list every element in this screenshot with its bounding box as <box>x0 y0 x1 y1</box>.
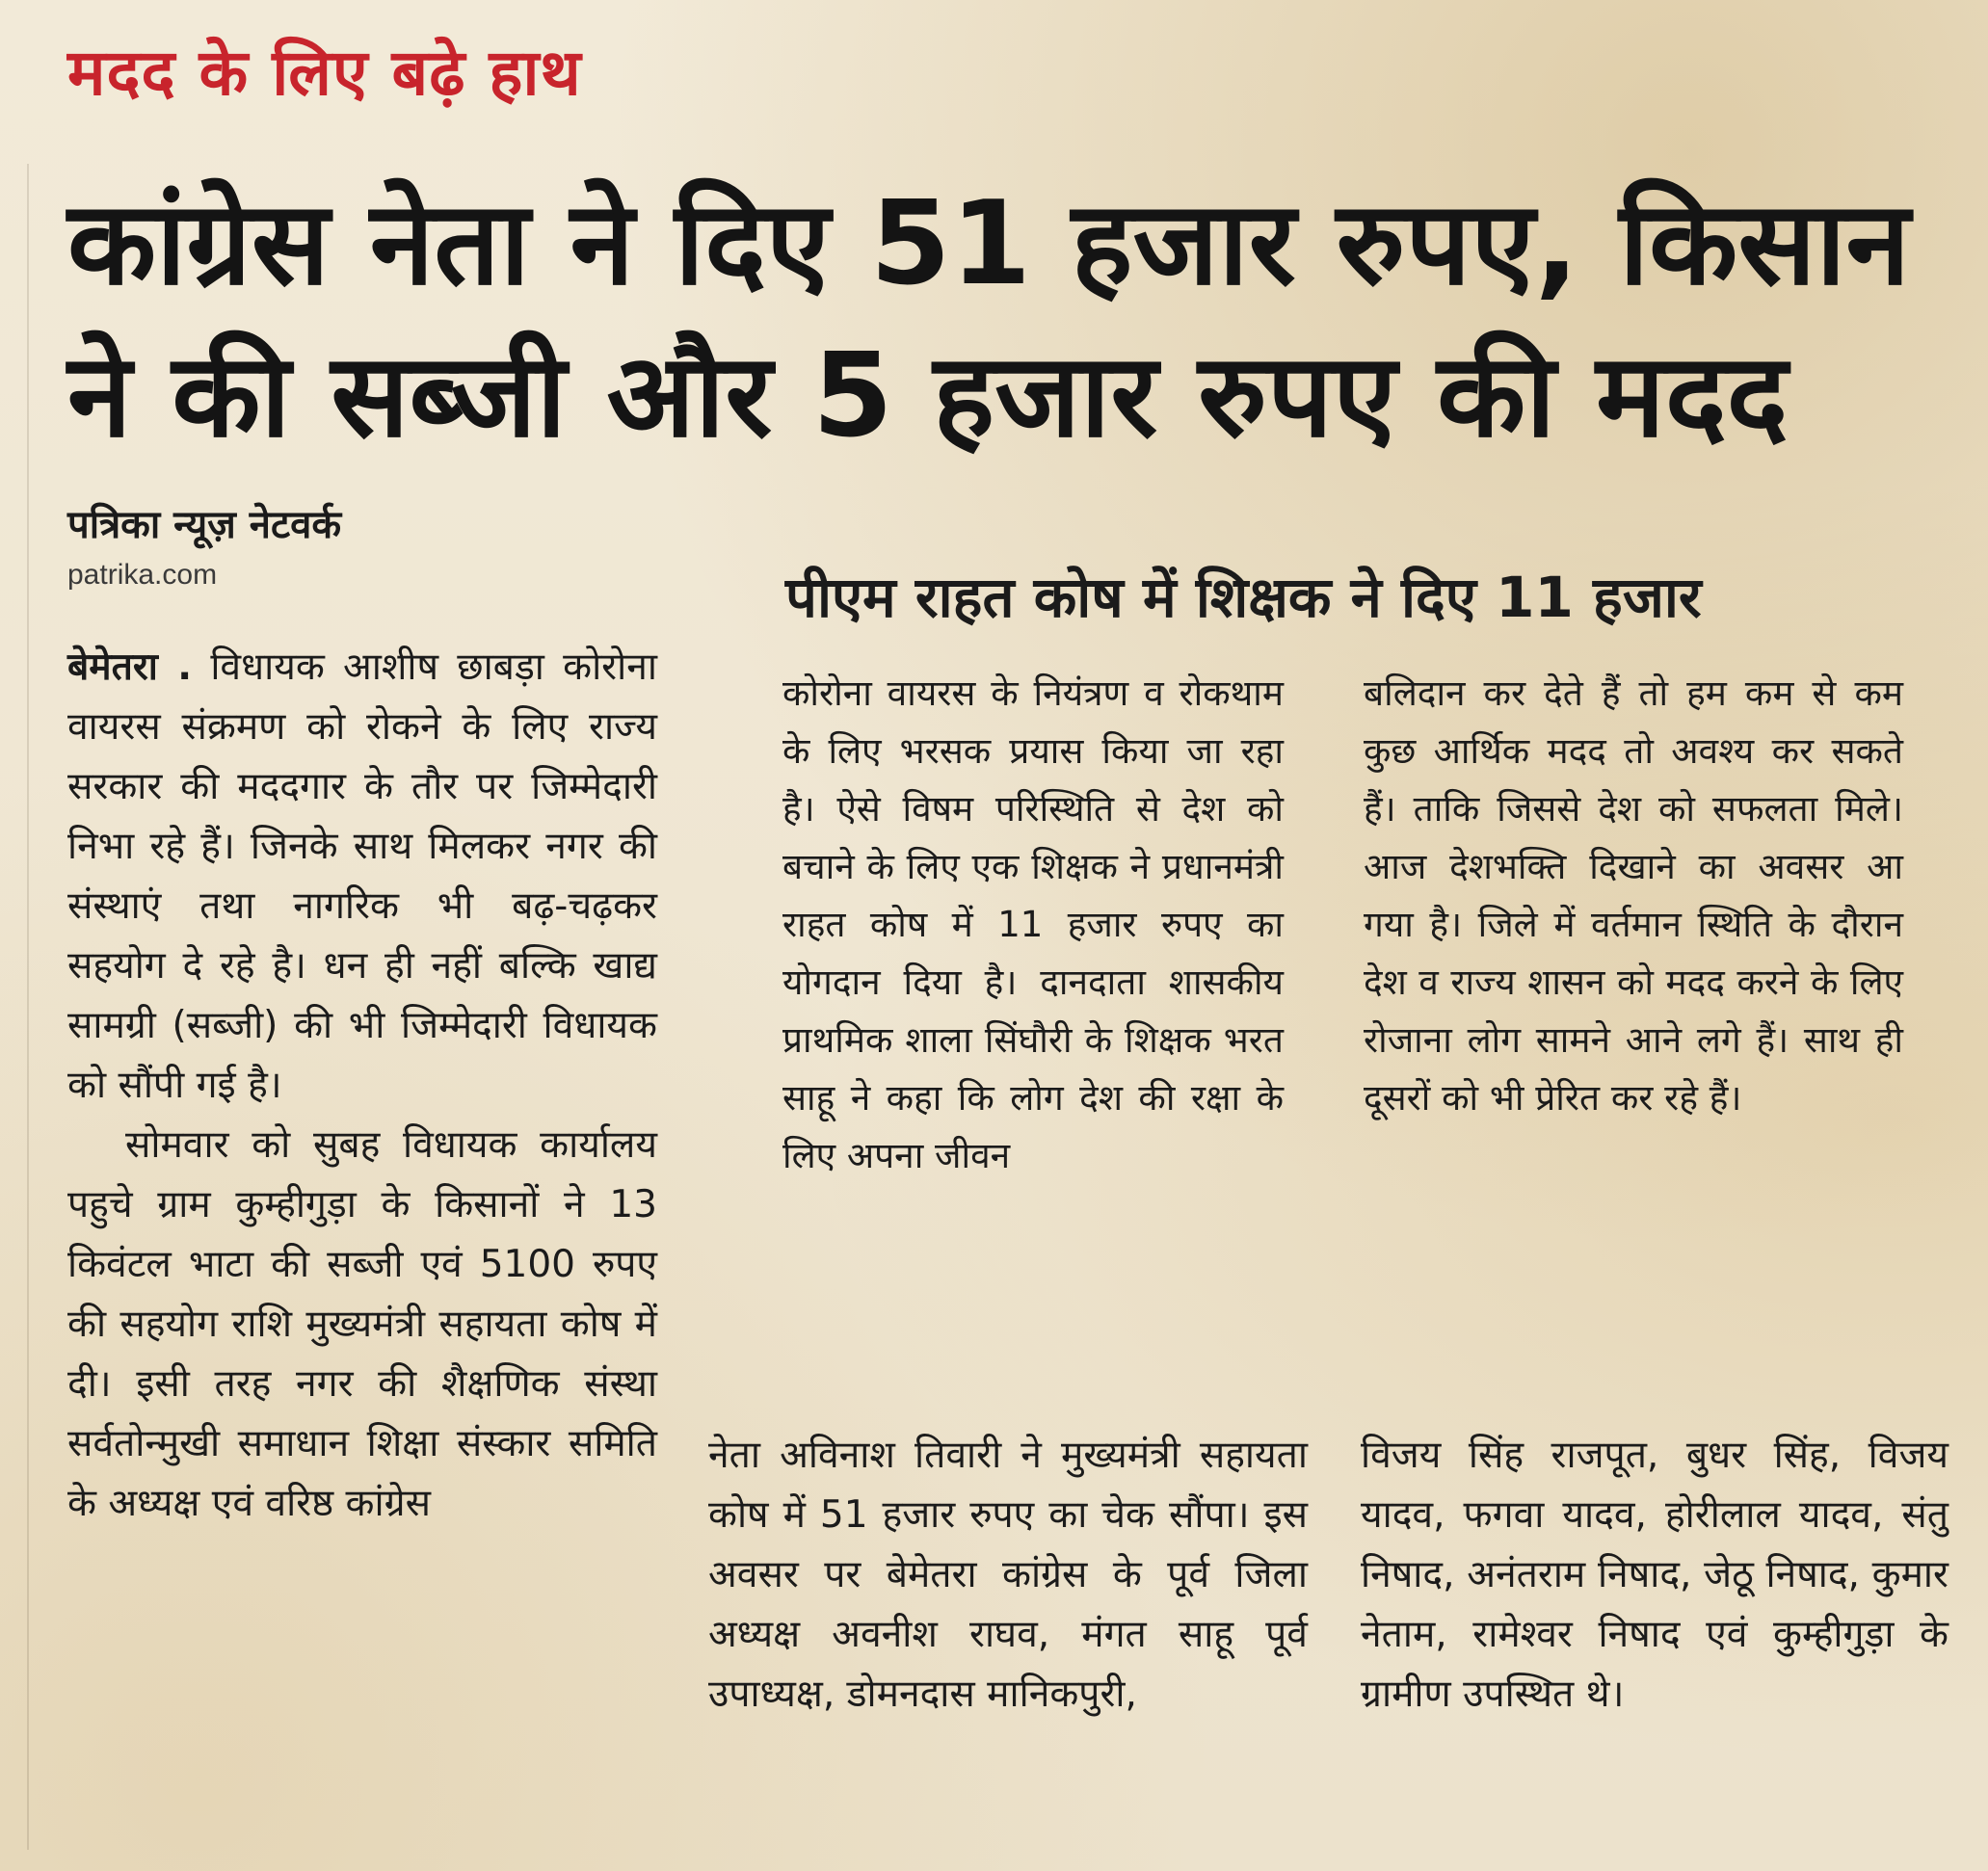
dateline: बेमेतरा . <box>67 646 193 689</box>
article-column-1 <box>67 638 657 1534</box>
headline-line-2: ने की सब्जी और 5 हजार रुपए की मदद <box>67 329 1789 463</box>
box-column-1-text: कोरोना वायरस के नियंत्रण व रोकथाम के लिए भरसक प्रयास किया जा रहा है। ऐसे विषम परिस्थिति से देश को बचाने के लिए एक शिक्षक ने प्रधानमंत्री राहत कोष में 11 हजार रुपए का योगदान दिया है। दानदाता शासकीय प्राथमिक शाला सिंघौरी के शिक्षक भरत साहू ने कहा कि लोग देश की रक्षा के लिए अपना जीवन <box>782 672 1284 1176</box>
box-heading: पीएम राहत कोष में शिक्षक ने दिए 11 हजार <box>785 565 1702 630</box>
article-column-3 <box>1361 1426 1948 1725</box>
byline: पत्रिका न्यूज़ नेटवर्क <box>67 503 342 547</box>
article-column-2 <box>708 1426 1308 1725</box>
headline <box>67 169 1956 473</box>
article-paragraph-1 <box>67 638 657 1116</box>
column-rule <box>27 164 29 1850</box>
box-column-2-text: बलिदान कर देते हैं तो हम कम से कम कुछ आर्थिक मदद तो अवश्य कर सकते हैं। ताकि जिससे देश को सफलता मिले। आज देशभक्ति दिखाने का अवसर आ गया है। जिले में वर्तमान स्थिति के दौरान देश व राज्य शासन को मदद करने के लिए रोजाना लोग सामने आने लगे हैं। साथ ही दूसरों को भी प्रेरित कर रहे हैं। <box>1364 672 1903 1119</box>
headline-line-1: कांग्रेस नेता ने दिए 51 हजार रुपए, किसान <box>67 177 1911 311</box>
article-column-3-text: विजय सिंह राजपूत, बुधर सिंह, विजय यादव, फगवा यादव, होरीलाल यादव, संतु निषाद, अनंतराम निषाद, जेठू निषाद, कुमार नेताम, रामेश्वर निषाद एवं कुम्हीगुड़ा के ग्रामीण उपस्थित थे। <box>1361 1434 1948 1716</box>
article-column-2-text: नेता अविनाश तिवारी ने मुख्यमंत्री सहायता कोष में 51 हजार रुपए का चेक सौंपा। इस अवसर पर बेमेतरा कांग्रेस के पूर्व जिला अध्यक्ष अवनीश राघव, मंगत साहू पूर्व उपाध्यक्ष, डोमनदास मानिकपुरी, <box>708 1434 1308 1716</box>
article-paragraph-2: सोमवार को सुबह विधायक कार्यालय पहुचे ग्राम कुम्हीगुड़ा के किसानों ने 13 किवंटल भाटा की सब्जी एवं 5100 रुपए की सहयोग राशि मुख्यमंत्री सहायता कोष में दी। इसी तरह नगर की शैक्षणिक संस्था सर्वतोन्मुखी समाधान शिक्षा संस्कार समिति के अध्यक्ष एवं वरिष्ठ कांग्रेस <box>67 1123 657 1525</box>
site-url: patrika.com <box>67 559 218 591</box>
article-paragraph-1-text: विधायक आशीष छाबड़ा कोरोना वायरस संक्रमण को रोकने के लिए राज्य सरकार की मददगार के तौर पर जिम्मेदारी निभा रहे हैं। जिनके साथ मिलकर नगर की संस्थाएं तथा नागरिक भी बढ़-चढ़कर सहयोग दे रहे है। धन ही नहीं बल्कि खाद्य सामग्री (सब्जी) की भी जिम्मेदारी विधायक को सौंपी गई है। <box>67 646 657 1107</box>
kicker: मदद के लिए बढ़े हाथ <box>67 36 582 110</box>
box-column-2 <box>1364 665 1903 1127</box>
box-column-1 <box>782 665 1284 1185</box>
